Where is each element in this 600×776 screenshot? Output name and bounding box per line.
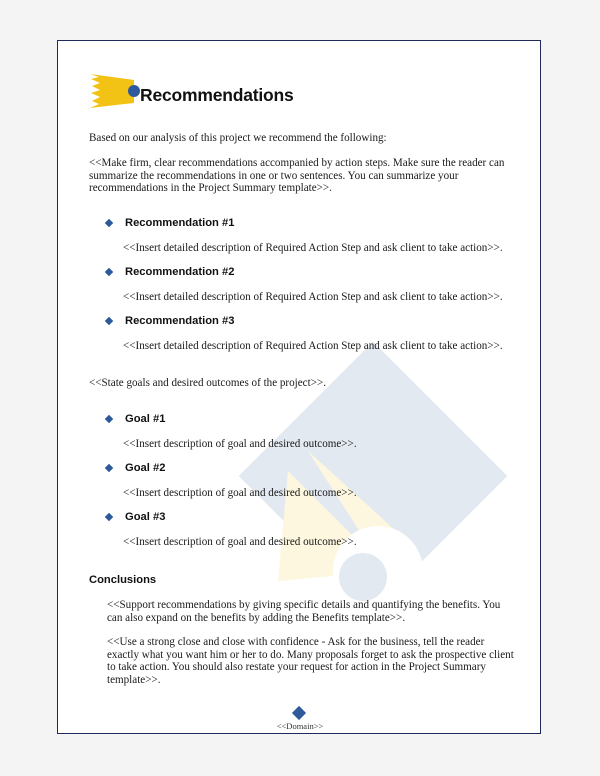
conclusions-paragraph: <<Use a strong close and close with confidence - Ask for the business, tell the reader exactly what you want him or her to do. Many proposals forget to ask the prospective client to take action. You should also restate your request for action in the Project Summary template>>.: [107, 636, 514, 686]
recommendation-heading: Recommendation #1: [106, 217, 234, 229]
recommendation-description: <<Insert detailed description of Required Action Step and ask client to take action>>.: [123, 340, 503, 352]
footer-domain: <<Domain>>: [276, 721, 324, 731]
page-title: Recommendations: [140, 85, 294, 105]
goal-description: <<Insert description of goal and desired outcome>>.: [123, 536, 357, 548]
diamond-bullet-icon: [105, 268, 113, 276]
diamond-bullet-icon: [105, 415, 113, 423]
page-header: [88, 71, 508, 111]
instructions-paragraph: <<Make firm, clear recommendations accompanied by action steps. Make sure the reader can summarize the recommendations in one or two sentences. You can summarize your recommendations in the Project Summary template>>.: [89, 157, 505, 194]
diamond-bullet-icon: [105, 464, 113, 472]
goal-description: <<Insert description of goal and desired outcome>>.: [123, 438, 357, 450]
goal-description: <<Insert description of goal and desired outcome>>.: [123, 487, 357, 499]
goal-heading: Goal #2: [106, 462, 165, 474]
sunburst-logo-icon: [88, 71, 140, 111]
diamond-bullet-icon: [105, 513, 113, 521]
recommendation-heading: Recommendation #2: [106, 266, 234, 278]
footer-diamond-icon: [292, 706, 306, 720]
goal-heading: Goal #1: [106, 413, 165, 425]
diamond-bullet-icon: [105, 317, 113, 325]
intro-paragraph: Based on our analysis of this project we recommend the following:: [89, 132, 387, 144]
recommendation-description: <<Insert detailed description of Required Action Step and ask client to take action>>.: [123, 291, 503, 303]
recommendation-description: <<Insert detailed description of Required Action Step and ask client to take action>>.: [123, 242, 503, 254]
diamond-bullet-icon: [105, 219, 113, 227]
goal-heading: Goal #3: [106, 511, 165, 523]
conclusions-paragraph: <<Support recommendations by giving specific details and quantifying the benefits. You can also expand on the benefits by adding the Benefits template>>.: [107, 599, 501, 624]
document-page: [57, 40, 541, 734]
conclusions-heading: Conclusions: [89, 574, 157, 586]
goals-intro: <<State goals and desired outcomes of the project>>.: [89, 377, 326, 389]
recommendation-heading: Recommendation #3: [106, 315, 234, 327]
